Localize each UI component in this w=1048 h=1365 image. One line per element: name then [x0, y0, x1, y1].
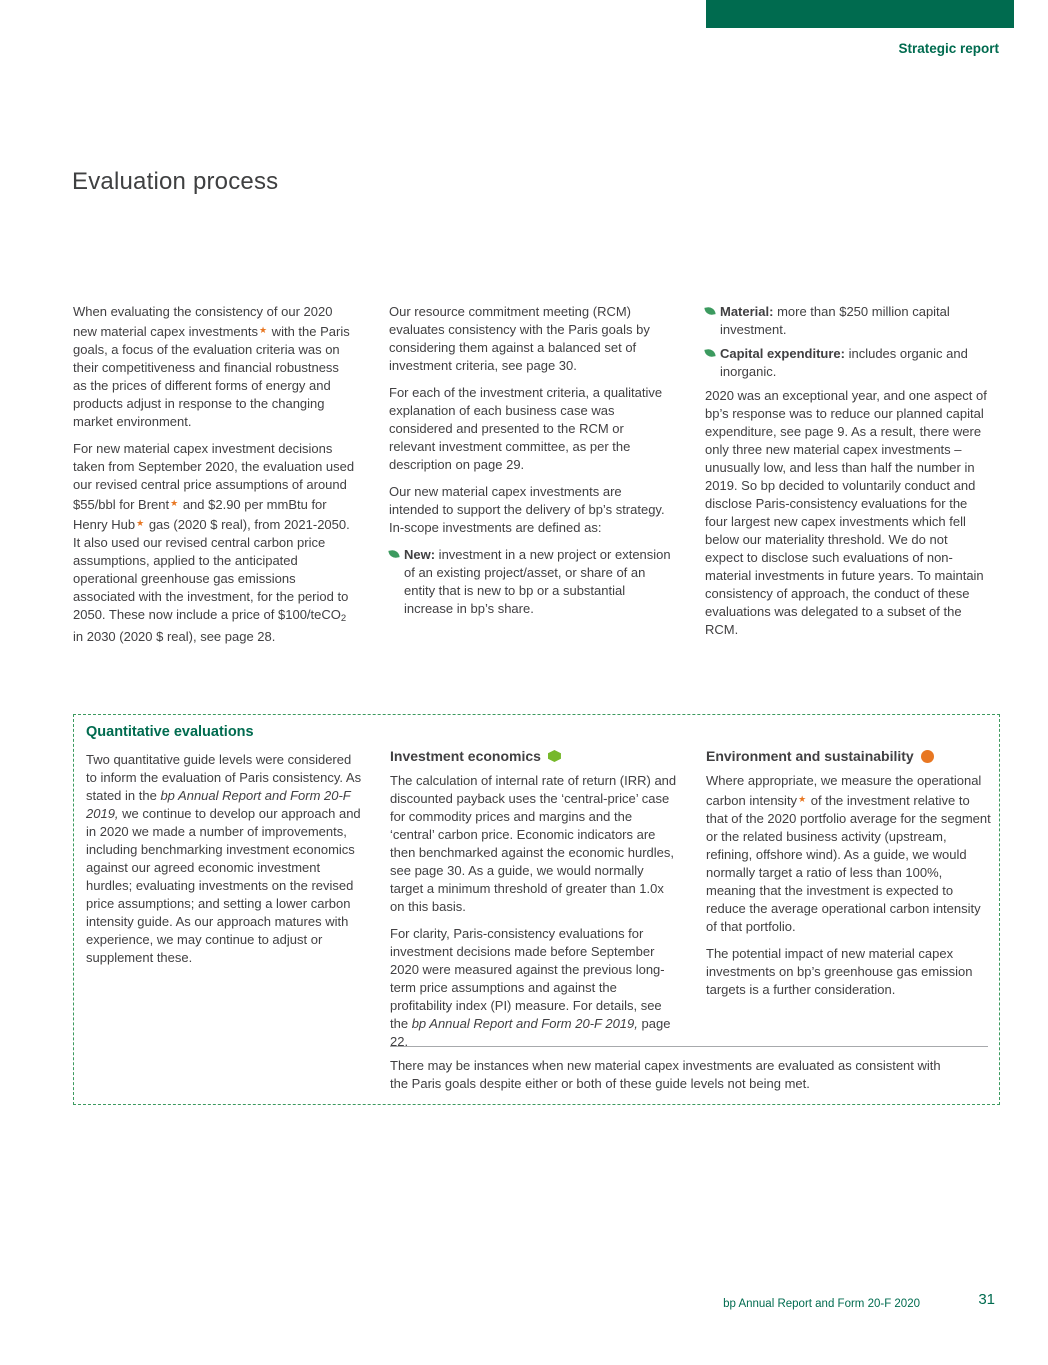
- quantitative-evaluations-panel: [73, 714, 1000, 1105]
- circle-icon-orange: [921, 750, 934, 763]
- paragraph: The potential impact of new material capex investments on bp’s greenhouse gas emission targets is a further consideration.: [706, 946, 973, 997]
- bullet-text: Material: more than $250 million capital investment.: [720, 304, 950, 337]
- paragraph: 2020 was an exceptional year, and one aspect of bp’s response was to reduce our planned capital expenditure, see page 9. As a result, there were only three new material capex investments – unusually low, and less than half the number in 2019. So bp decided to voluntarily conduct and disclose Paris-consistency evaluations for the four largest new capex investments which fell below our materiality threshold. We do not expect to disclose such evaluations of non-material investments in future years. To maintain consistency of approach, the conduct of these evaluations was delegated to a subset of the RCM.: [705, 388, 987, 637]
- footer-report-name: bp Annual Report and Form 20-F 2020: [723, 1298, 920, 1310]
- paragraph: The calculation of internal rate of return (IRR) and discounted payback uses the ‘central-price’ case for commodity prices and margins and the ‘central’ carbon price. Economic indicators are then benchmarked against the economic hurdles, see page 30. As a guide, we would normally target a minimum threshold of greater than 1.0x on this basis.: [390, 773, 677, 914]
- divider-line: [390, 1046, 988, 1047]
- intro-columns: [73, 303, 989, 655]
- section-color-tab: [706, 0, 1014, 28]
- bullet-item-capital-expenditure: [705, 345, 987, 381]
- box-col-1: [86, 751, 364, 976]
- bullet-item-material: [705, 303, 987, 339]
- box-col-3: [706, 748, 994, 1008]
- intro-col-1: [73, 303, 355, 655]
- bullet-item-new: [389, 546, 671, 618]
- bullet-text: New: investment in a new project or extension of an existing project/asset, or share of an entity that is new to bp or a substantial increase in bp’s share.: [404, 547, 671, 616]
- intro-col-2: [389, 303, 671, 655]
- environment-sustainability-heading: [706, 748, 994, 764]
- paragraph: Two quantitative guide levels were considered to inform the evaluation of Paris consistency. As stated in the bp Annual Report and Form 20-F 2019, we continue to develop our approach and in 2020 we made a number of improvements, including benchmarking investment economics against our agreed economic investment hurdles; evaluating investments on the revised price assumptions; and setting a lower carbon intensity guide. As our approach matures with experience, we may continue to adjust or supplement these.: [86, 752, 362, 965]
- hexagon-icon-green: [548, 750, 561, 762]
- bullet-text: Capital expenditure: includes organic and inorganic.: [720, 346, 968, 379]
- leaf-bullet-icon: [704, 348, 715, 358]
- guide-levels-note: There may be instances when new material capex investments are evaluated as consistent with the Paris goals despite either or both of these guide levels not being met.: [390, 1058, 941, 1091]
- box-col-2: [390, 748, 678, 1060]
- page-title: Evaluation process: [72, 168, 279, 195]
- paragraph: Our new material capex investments are intended to support the delivery of bp’s strategy. In-scope investments are defined as:: [389, 484, 665, 535]
- investment-economics-heading: [390, 748, 678, 764]
- sub-heading-text: Investment economics: [390, 748, 541, 764]
- leaf-bullet-icon: [704, 306, 715, 316]
- paragraph: For new material capex investment decisions taken from September 2020, the evaluation used our revised central price assumptions of around $55/bbl for Brent★ and $2.90 per mmBtu for Henry Hub★ gas (2020 $ real), from 2021-2050. It also used our revised central carbon price assumptions, applied to the anticipated operational greenhouse gas emissions associated with the investment, for the period to 2050. These now include a price of $100/teCO2 in 2030 (2020 $ real), see page 28.: [73, 441, 355, 644]
- leaf-bullet-icon: [388, 549, 399, 559]
- paragraph: When evaluating the consistency of our 2020 new material capex investments★ with the Paris goals, a focus of the evaluation criteria was on their competitiveness and financial robustness as the prices of different forms of energy and products adjust in response to the changing market environment.: [73, 304, 350, 429]
- paragraph: For each of the investment criteria, a qualitative explanation of each business case was considered and presented to the RCM or relevant investment committee, as per the description on page 29.: [389, 385, 663, 472]
- section-label: Strategic report: [898, 41, 999, 56]
- sub-heading-text: Environment and sustainability: [706, 748, 914, 764]
- paragraph: Where appropriate, we measure the operational carbon intensity★ of the investment relative to that of the 2020 portfolio average for the segment or the related business activity (upstream, refining, offshore wind). As a guide, we would normally target a ratio of less than 100%, meaning that the investment is expected to reduce the average operational carbon intensity of that portfolio.: [706, 773, 991, 934]
- intro-col-3: [705, 303, 987, 655]
- quantitative-evaluations-heading: Quantitative evaluations: [86, 724, 254, 740]
- footer-page-number: 31: [978, 1291, 995, 1308]
- paragraph: Our resource commitment meeting (RCM) evaluates consistency with the Paris goals by considering them against a balanced set of investment criteria, see page 30.: [389, 304, 650, 373]
- paragraph: For clarity, Paris-consistency evaluations for investment decisions made before September 2020 were measured against the previous long-term price assumptions and against the profitability index (PI) measure. For details, see the bp Annual Report and Form 20-F 2019, page 22.: [390, 926, 671, 1049]
